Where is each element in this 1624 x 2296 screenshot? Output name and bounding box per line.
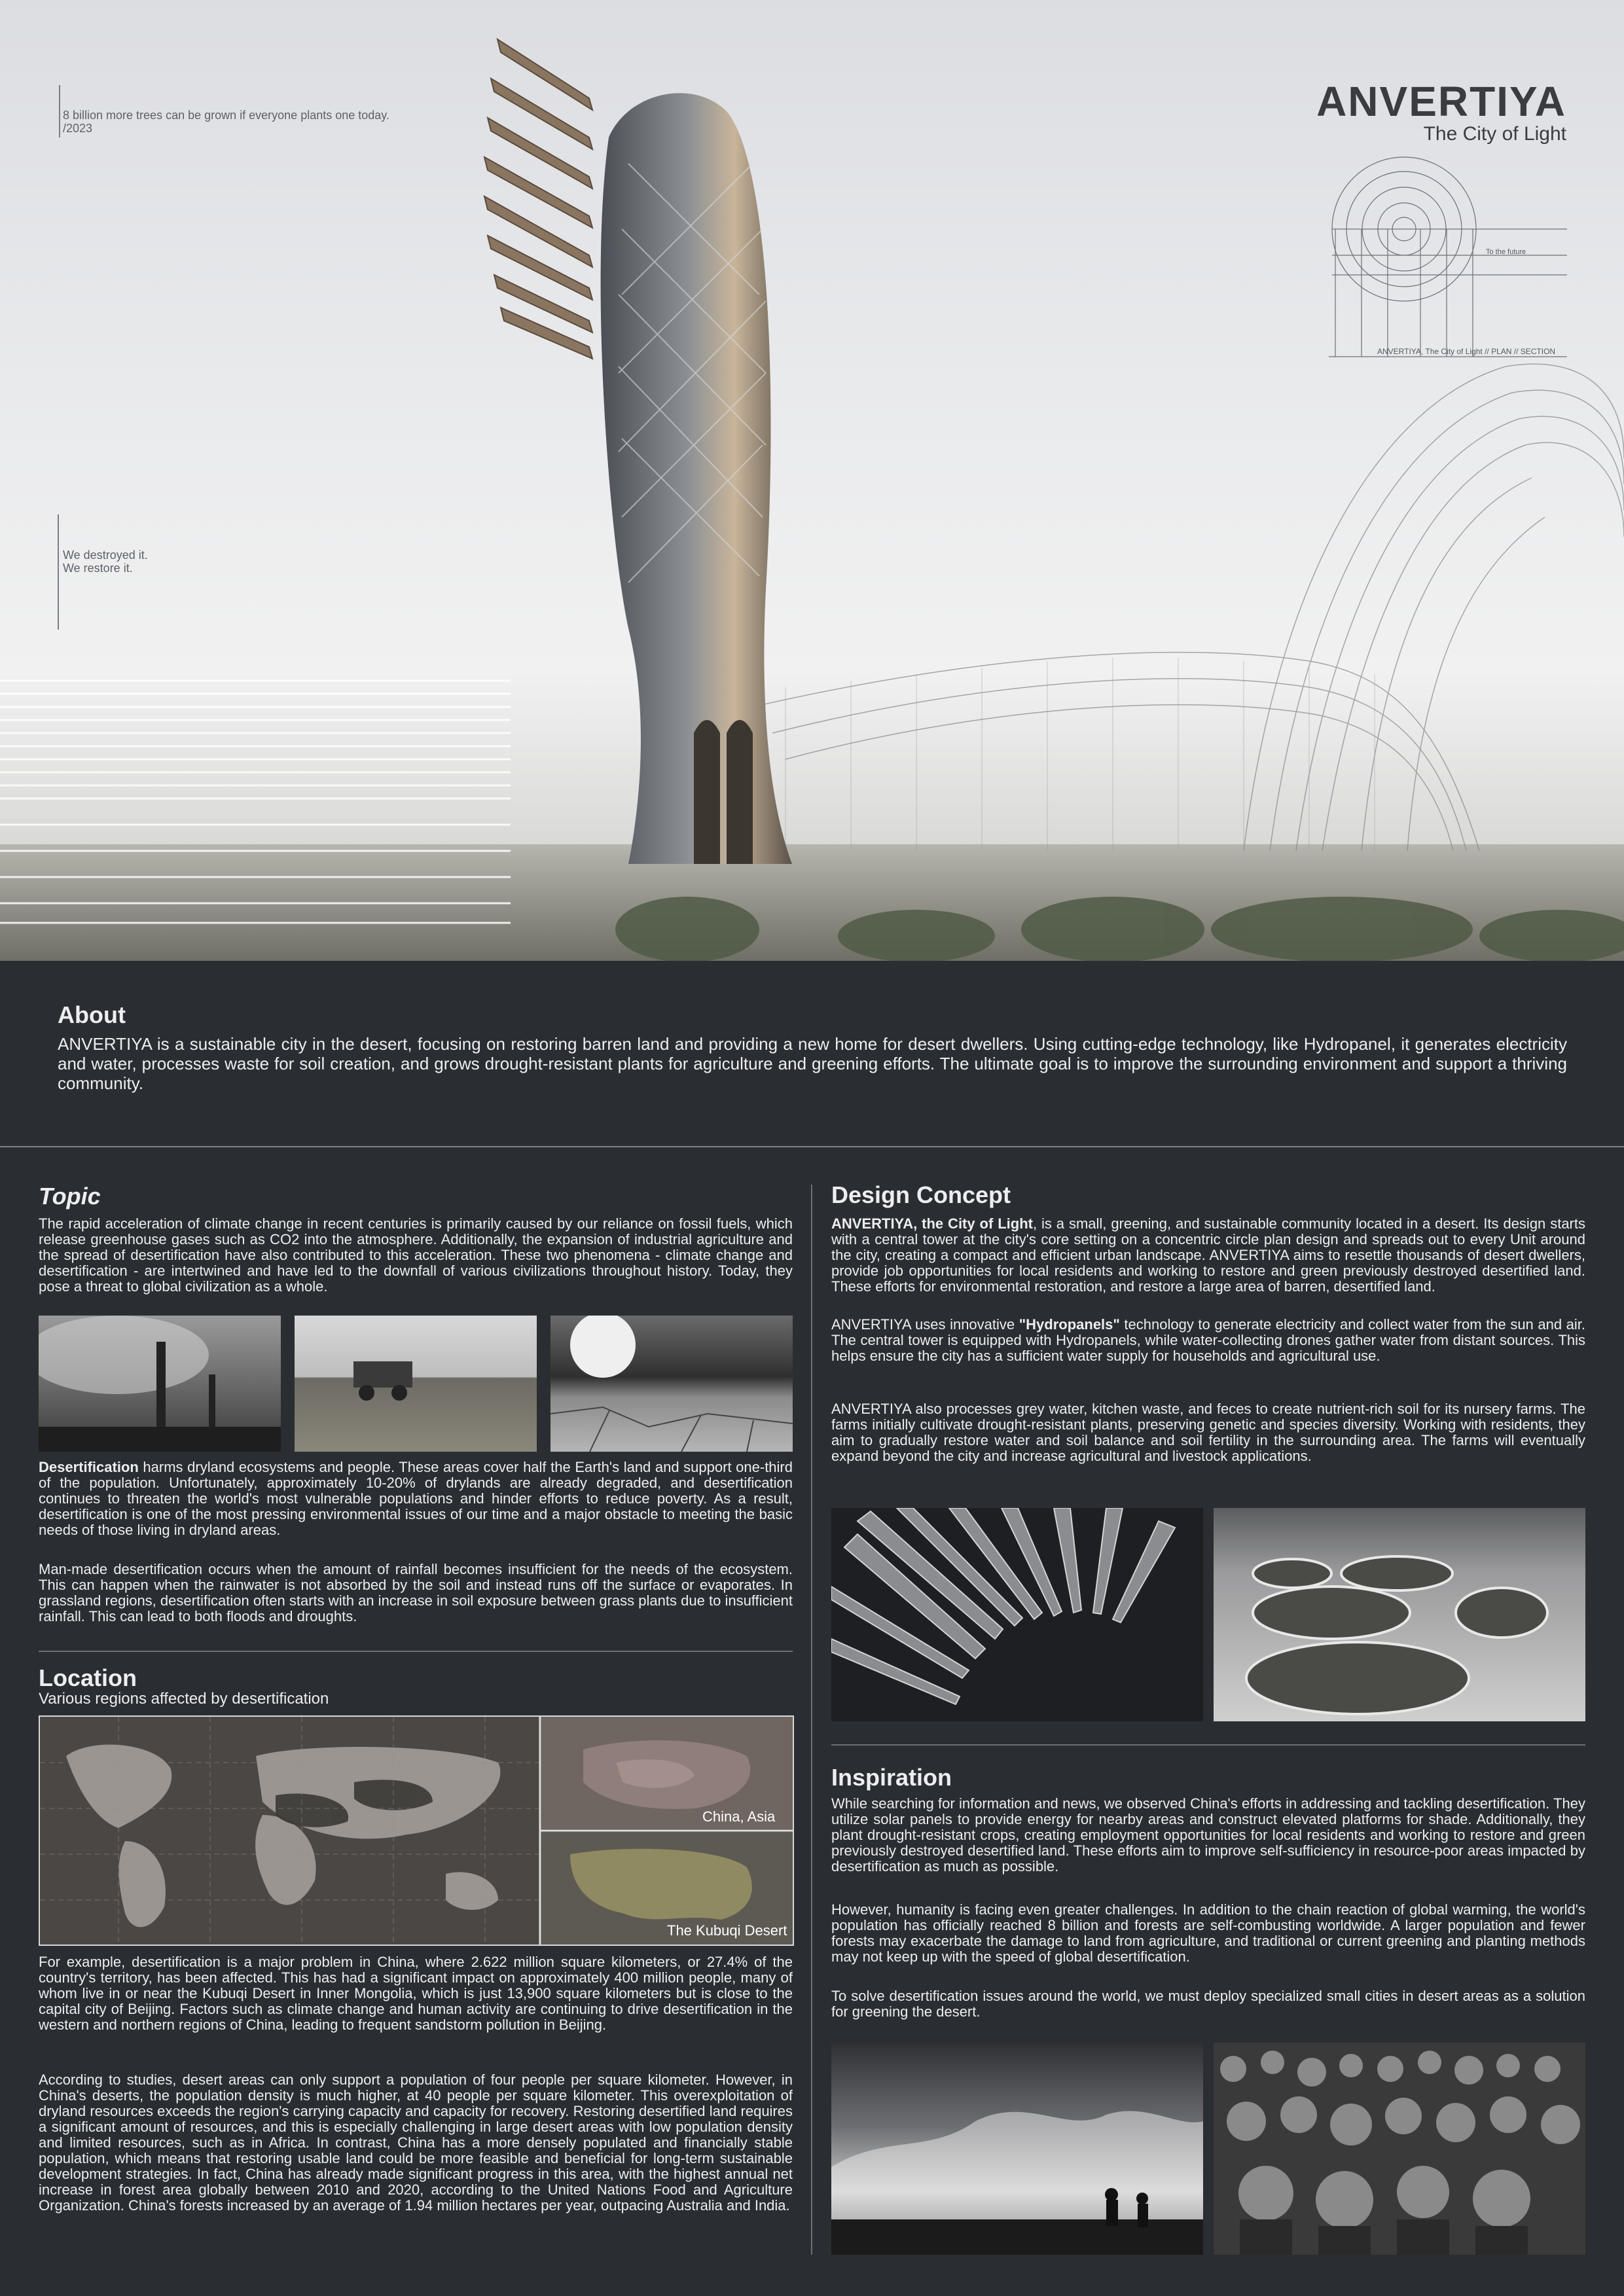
design-text: , is a small, greening, and sustainable community located in a desert. Its design starts with a central tower at the city's core setting on a concentric circle plan design and spreads out to every Unit around the city, creating a compact and efficient urban landscape. ANVERTIYA aims to resettle thousands of desert dwellers, provide job opportunities for local residents and working to restore and green previously destroyed desertified land. These efforts for environmental restoration, and restore a large area of barren, desertified land. bbox=[831, 1215, 1585, 1295]
world-desertification-map bbox=[40, 1717, 793, 1945]
topic-paragraph-1: The rapid acceleration of climate change in recent centuries is primarily caused by our reliance on fossil fuels, which release greenhouse gases such as CO2 into the atmosphere. Additionally, the expansion of industrial agriculture and the spread of desertification have also contributed to this acceleration. These two phenomena - climate change and desertification - are intertwined and have led to the downfall of various civilizations throughout history. Today, they pose a threat to global civilization as a whole. bbox=[39, 1215, 793, 1295]
restore-quote-line2: We restore it. bbox=[63, 562, 133, 575]
location-heading: Location bbox=[39, 1664, 137, 1691]
design-paragraph-1 bbox=[831, 1216, 1585, 1295]
plan-section-caption: ANVERTIYA, The City of Light // PLAN // SECTION bbox=[1377, 347, 1556, 356]
about-body: ANVERTIYA is a sustainable city in the desert, focusing on restoring barren land and providing a new home for desert dwellers. Using cutting-edge technology, like Hydropanel, it generates electricity and water, processes waste for soil creation, and grows drought-resistant plants for agriculture and greening efforts. The ultimate goal is to improve the surrounding environment and support a thriving community. bbox=[58, 1034, 1567, 1093]
topic-heading: Topic bbox=[39, 1183, 101, 1210]
trees-quote-year: /2023 bbox=[63, 122, 93, 135]
about-heading: About bbox=[58, 1001, 126, 1028]
column-divider bbox=[811, 1185, 812, 2255]
desertification-maps bbox=[39, 1715, 794, 1946]
inspiration-divider bbox=[831, 1744, 1585, 1746]
trees-quote bbox=[63, 109, 389, 135]
cracked-earth-image bbox=[550, 1316, 793, 1452]
inspiration-heading: Inspiration bbox=[831, 1764, 952, 1791]
fins-image bbox=[831, 1508, 1203, 1721]
quote-accent-bar bbox=[58, 514, 59, 630]
restore-quote bbox=[63, 548, 148, 575]
map-label-kubuqi: The Kubuqi Desert bbox=[667, 1922, 787, 1939]
topic-paragraph-3: Man-made desertification occurs when the amount of rainfall becomes insufficient for the needs of the ecosystem. This can happen when the rainwater is not absorbed by the soil and instead runs off the surface or evaporates. In grassland regions, desertification often starts with an increase in soil exposure between grass plants due to insufficient rainfall. This can lead to both floods and droughts. bbox=[39, 1561, 793, 1624]
location-paragraph-1: For example, desertification is a major problem in China, where 2.622 million square kilometers, or 27.4% of the country's territory, has been affected. This has had a significant impact on approximately 400 million people, many of whom live in or near the Kubuqi Desert in Inner Mongolia, which is just 13,900 square kilometers but is close to the capital city of Beijing. Factors such as climate change and human activity are continuing to drive desertification in the western and northern regions of China, leading to frequent sandstorm pollution in Beijing. bbox=[39, 1954, 793, 2033]
brand-subtitle: The City of Light bbox=[1423, 123, 1566, 145]
hydropanel-intro: ANVERTIYA uses innovative bbox=[831, 1316, 1019, 1333]
photo-wildfire bbox=[831, 2043, 1203, 2255]
desertification-paragraph bbox=[39, 1460, 793, 1538]
farm-image bbox=[1214, 1508, 1585, 1721]
desertification-term: Desertification bbox=[39, 1459, 139, 1475]
inspiration-paragraph-3: To solve desertification issues around the world, we must deploy specialized small cities in desert areas as a solution for greening the desert. bbox=[831, 1988, 1585, 2020]
design-term: ANVERTIYA, the City of Light bbox=[831, 1215, 1033, 1232]
wildfire-image bbox=[831, 2043, 1203, 2255]
photo-combine-harvester bbox=[295, 1316, 537, 1452]
brand-title: ANVERTIYA bbox=[1316, 78, 1566, 125]
photo-crowd bbox=[1214, 2043, 1585, 2255]
inspiration-paragraph-1: While searching for information and news, we observed China's efforts in addressing and tackling desertification. They utilize solar panels to provide energy for nearby areas and construct elevated platforms for shade. Additionally, they plant drought-resistant crops, creating employment opportunities for local residents and working to restore and green previously destroyed desertified land. These efforts aim to improve self-sufficiency in resource-poor areas impacted by desertification as much as possible. bbox=[831, 1795, 1585, 1874]
hydropanel-term: "Hydropanels" bbox=[1019, 1316, 1120, 1333]
photo-cracked-earth bbox=[550, 1316, 793, 1452]
crowd-image bbox=[1214, 2043, 1585, 2255]
future-label: To the future bbox=[1486, 248, 1526, 256]
map-label-china: China, Asia bbox=[702, 1808, 776, 1825]
quote-accent-bar bbox=[59, 85, 60, 137]
location-paragraph-2: According to studies, desert areas can only support a population of four people per square kilometer. However, in China's deserts, the population density is much higher, at 40 people per square kilometer. This overexploitation of dryland resources exceeds the region's carrying capacity and capacity for recovery. Restoring desertified land requires a significant amount of resources, and this is especially challenging in large desert areas with low population density and limited resources, such as in Africa. In contrast, China has a more densely populated and financially stable population, which means that restoring usable land could be more feasible and beneficial for long-term sustainable development strategies. In fact, China has already made significant progress in this area, with the highest annual net increase in forest area globally between 2010 and 2020, according to the United Nations Food and Agriculture Organization. China's forests increased by an average of 1.94 million hectares per year, outpacing Australia and India. bbox=[39, 2072, 793, 2214]
photo-factory-smoke bbox=[39, 1316, 281, 1452]
about-section bbox=[0, 961, 1624, 1145]
desertification-text: harms dryland ecosystems and people. These areas cover half the Earth's land and support one-third of the population. Unfortunately, approximately 10-20% of drylands are already degraded, and desertification continues to threaten the world's most vulnerable populations and hinder efforts to reduce poverty. As a result, desertification is one of the most pressing environmental issues of our time and a major obstacle to meeting the basic needs of those living in dryland areas. bbox=[39, 1459, 793, 1538]
factory-image bbox=[39, 1316, 281, 1452]
design-paragraph-3: ANVERTIYA also processes grey water, kitchen waste, and feces to create nutrient-rich soil for its nursery farms. The farms initially cultivate drought-resistant plants, preserving genetic and species diversity. Working with residents, they aim to gradually restore water and soil balance and soil fertility in the surrounding area. The farms will eventually expand beyond the city and increase agricultural and livestock applications. bbox=[831, 1401, 1585, 1464]
location-subheading: Various regions affected by desertification bbox=[39, 1690, 329, 1708]
photo-nursery-farm bbox=[1214, 1508, 1585, 1721]
design-paragraph-2 bbox=[831, 1317, 1585, 1364]
hero-render bbox=[0, 0, 1624, 961]
design-concept-heading: Design Concept bbox=[831, 1181, 1011, 1208]
section-divider bbox=[0, 1146, 1624, 1147]
restore-quote-line1: We destroyed it. bbox=[63, 548, 148, 562]
trees-quote-line: 8 billion more trees can be grown if everyone plants one today. bbox=[63, 109, 389, 122]
hydropanel-text: technology to generate electricity and collect water from the sun and air. The central tower is equipped with Hydropanels, while water-collecting drones gather water from distant sources. This helps ensure the city has a sufficient water supply for households and agricultural use. bbox=[831, 1316, 1585, 1364]
location-divider bbox=[39, 1651, 793, 1652]
photo-hydropanel-fins bbox=[831, 1508, 1203, 1721]
harvester-image bbox=[295, 1316, 537, 1452]
inspiration-paragraph-2: However, humanity is facing even greater challenges. In addition to the chain reaction of global warming, the world's population has officially reached 8 billion and forests are self-combusting worldwide. A larger population and fewer forests may exacerbate the damage to land from agriculture, and traditional or current greening and planting methods may not keep up with the speed of global desertification. bbox=[831, 1901, 1585, 1965]
brand-block bbox=[1316, 80, 1566, 145]
